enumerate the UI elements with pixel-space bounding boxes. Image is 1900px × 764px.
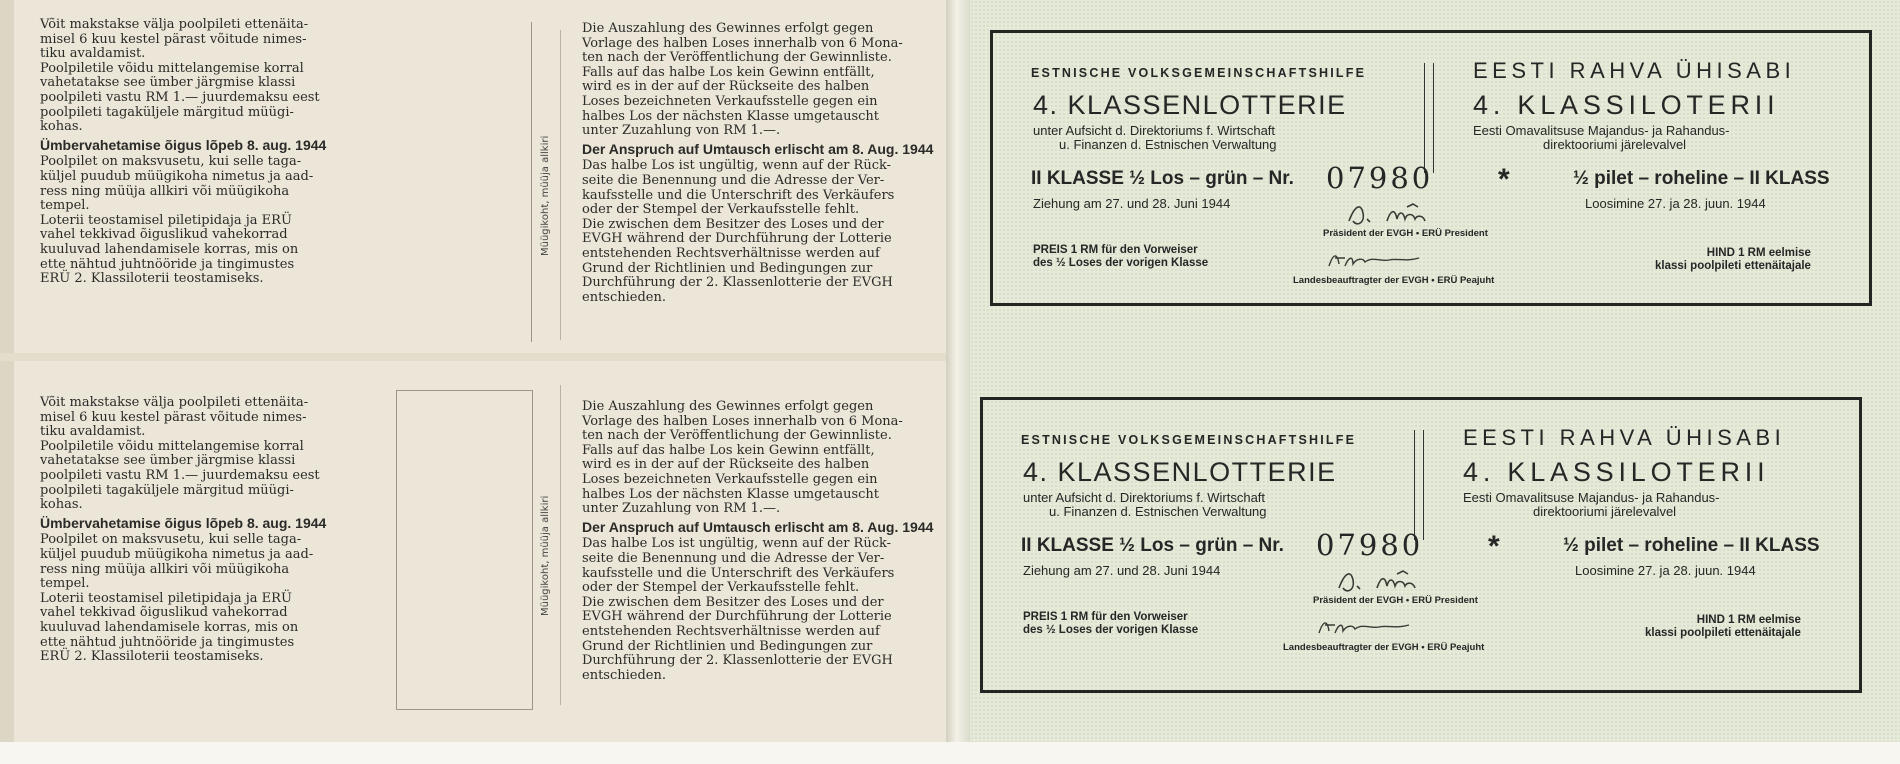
organization-german: ESTNISCHE VOLKSGEMEINSCHAFTSHILFE (1031, 66, 1367, 80)
price-line: des ½ Loses der vorigen Klasse (1033, 257, 1209, 269)
german-deadline-heading: Der Anspruch auf Umtausch erlischt am 8. Aug. 1944 (582, 140, 934, 157)
german-line: oder der Stempel der Verkaufsstelle fehlt. (582, 202, 860, 218)
estonian-line: poolpileti vastu RM 1.— juurdemaksu eest (40, 89, 320, 105)
german-line: Die zwischen dem Besitzer des Loses und der (582, 594, 884, 610)
german-line: Das halbe Los ist ungültig, wenn auf der Rück- (582, 158, 892, 174)
estonian-line: ress ning müüja allkiri või müügikoha (40, 183, 290, 199)
german-line: ten nach der Veröffentlichung der Gewinnliste. (582, 50, 892, 66)
german-line: Die zwischen dem Besitzer des Loses und der (582, 216, 884, 232)
estonian-line: Poolpiletile võidu mittelangemise korral (40, 60, 304, 76)
estonian-line: tempel. (40, 576, 90, 592)
supervision-line: unter Aufsicht d. Direktoriums f. Wirtschaft (1033, 123, 1276, 138)
german-line: wird es in der auf der Rückseite des halben (582, 457, 870, 473)
draw-date-estonian: Loosimine 27. ja 28. juun. 1944 (1575, 563, 1756, 578)
page-edge (0, 742, 1900, 764)
german-line: Falls auf das halbe Los kein Gewinn entfällt, (582, 64, 875, 80)
star-mark: * (1488, 530, 1500, 563)
estonian-line: ERÜ 2. Klassiloterii teostamiseks. (40, 649, 264, 665)
lottery-ticket (990, 30, 1872, 306)
estonian-line: kuuluvad lahendamisele korras, mis on (40, 241, 299, 257)
organization-estonian: EESTI RAHVA ÜHISABI (1473, 58, 1796, 83)
german-line: entschieden. (582, 667, 666, 683)
sales-point-label: Müügikoht, müüja allkiri (540, 495, 551, 616)
german-line: Grund der Richtlinien und Bedingungen zur (582, 638, 873, 654)
german-line: Grund der Richtlinien und Bedingungen zur (582, 260, 873, 276)
estonian-line: kohas. (40, 119, 83, 135)
german-line: Loses bezeichneten Verkaufsstelle gegen ein (582, 93, 878, 109)
ticket-number: 07980 (1326, 161, 1434, 195)
estonian-line: ress ning müüja allkiri või müügikoha (40, 561, 290, 577)
representative-signature (1313, 615, 1423, 641)
ticket-number: 07980 (1316, 528, 1424, 562)
column-divider (560, 30, 561, 340)
german-line: Die Auszahlung des Gewinnes erfolgt gegen (582, 21, 874, 36)
german-line: EVGH während der Durchführung der Lotterie (582, 609, 892, 625)
german-deadline-heading: Der Anspruch auf Umtausch erlischt am 8. Aug. 1944 (582, 518, 934, 535)
german-line: Durchführung der 2. Klassenlotterie der EVGH (582, 653, 893, 669)
lottery-ticket (980, 397, 1862, 693)
estonian-line: misel 6 kuu kestel pärast võitude nimes- (40, 409, 307, 425)
price-line: HIND 1 RM eelmise (1696, 614, 1801, 626)
representative-signature (1323, 248, 1433, 274)
perforation (0, 353, 958, 361)
price-line: HIND 1 RM eelmise (1706, 247, 1811, 259)
german-line: wird es in der auf der Rückseite des halben (582, 79, 870, 95)
estonian-terms (40, 396, 326, 665)
price-line: PREIS 1 RM für den Vorweiser (1023, 611, 1188, 623)
estonian-line: poolpileti vastu RM 1.— juurdemaksu eest (40, 467, 320, 483)
supervision-estonian (1473, 124, 1730, 152)
sales-point-signature-box[interactable] (396, 390, 533, 710)
supervision-german (1033, 124, 1277, 152)
estonian-line: misel 6 kuu kestel pärast võitude nimes- (40, 31, 307, 47)
representative-caption: Landesbeauftragter der EVGH • ERÜ Peajuht (1293, 275, 1495, 286)
german-line: entstehenden Rechtsverhältnisse werden auf (582, 245, 880, 261)
estonian-line: ette nähtud juhtnööride ja tingimustes (40, 256, 295, 272)
class-and-colour-estonian: ½ pilet – roheline – II KLASS (1573, 168, 1830, 189)
german-line: entschieden. (582, 289, 666, 305)
estonian-line: vahel tekkivad õiguslikud vahekorrad (40, 227, 288, 243)
lottery-title-german: 4. KLASSENLOTTERIE (1033, 90, 1347, 120)
estonian-line: ERÜ 2. Klassiloterii teostamiseks. (40, 271, 264, 287)
german-line: EVGH während der Durchführung der Lotterie (582, 231, 892, 247)
estonian-line: Võit makstakse välja poolpileti ettenäita- (40, 395, 309, 410)
german-line: unter Zuzahlung von RM 1.—. (582, 501, 781, 517)
lottery-title-estonian: 4. KLASSILOTERII (1473, 90, 1780, 120)
organization-estonian: EESTI RAHVA ÜHISABI (1463, 425, 1786, 450)
price-line: des ½ Loses der vorigen Klasse (1023, 624, 1199, 636)
draw-date-german: Ziehung am 27. und 28. Juni 1944 (1023, 563, 1221, 578)
lottery-title-estonian: 4. KLASSILOTERII (1463, 457, 1770, 487)
german-line: halbes Los der nächsten Klasse umgetauscht (582, 486, 879, 502)
supervision-line: direktooriumi järelevalvel (1533, 504, 1677, 519)
german-terms (582, 22, 933, 305)
class-and-colour-estonian: ½ pilet – roheline – II KLASS (1563, 535, 1820, 556)
price-line: klassi poolpileti ettenäitajale (1655, 260, 1811, 272)
estonian-line: küljel puudub müügikoha nimetus ja aad- (40, 168, 314, 184)
german-line: Durchführung der 2. Klassenlotterie der EVGH (582, 275, 893, 291)
estonian-line: ette nähtud juhtnööride ja tingimustes (40, 634, 295, 650)
sales-point-label: Müügikoht, müüja allkiri (540, 135, 551, 256)
estonian-terms (40, 18, 326, 287)
german-line: Das halbe Los ist ungültig, wenn auf der Rück- (582, 536, 892, 552)
supervision-line: u. Finanzen d. Estnischen Verwaltung (1049, 504, 1267, 519)
german-line: seite die Benennung und die Adresse der Ver- (582, 550, 885, 566)
supervision-line: Eesti Omavalitsuse Majandus- ja Rahandus- (1473, 123, 1730, 138)
supervision-line: direktooriumi järelevalvel (1543, 137, 1687, 152)
star-mark: * (1498, 163, 1510, 196)
estonian-deadline-heading: Ümbervahetamise õigus lõpeb 8. aug. 1944 (40, 136, 327, 153)
estonian-line: kohas. (40, 497, 83, 513)
price-estonian (1655, 247, 1811, 273)
organization-german: ESTNISCHE VOLKSGEMEINSCHAFTSHILFE (1021, 433, 1357, 447)
german-line: entstehenden Rechtsverhältnisse werden auf (582, 623, 880, 639)
estonian-line: poolpileti tagaküljele märgitud müügi- (40, 482, 294, 498)
estonian-line: poolpileti tagaküljele märgitud müügi- (40, 104, 294, 120)
supervision-line: u. Finanzen d. Estnischen Verwaltung (1059, 137, 1277, 152)
supervision-line: unter Aufsicht d. Direktoriums f. Wirtschaft (1023, 490, 1266, 505)
german-line: kaufsstelle und die Unterschrift des Verkäufers (582, 187, 895, 203)
president-caption: Präsident der EVGH • ERÜ President (1323, 228, 1488, 239)
booklet-fold (946, 0, 970, 764)
german-line: Falls auf das halbe Los kein Gewinn entfällt, (582, 442, 875, 458)
german-line: Vorlage des halben Loses innerhalb von 6 Mona- (582, 413, 903, 429)
estonian-line: Loterii teostamisel piletipidaja ja ERÜ (40, 590, 292, 606)
german-line: Die Auszahlung des Gewinnes erfolgt gegen (582, 399, 874, 414)
estonian-line: vahetatakse see ümber järgmise klassi (40, 453, 296, 469)
german-line: halbes Los der nächsten Klasse umgetauscht (582, 108, 879, 124)
representative-caption: Landesbeauftragter der EVGH • ERÜ Peajuht (1283, 642, 1485, 653)
price-line: klassi poolpileti ettenäitajale (1645, 627, 1801, 639)
president-caption: Präsident der EVGH • ERÜ President (1313, 595, 1478, 606)
estonian-line: Poolpilet on maksvusetu, kui selle taga- (40, 532, 302, 548)
estonian-line: kuuluvad lahendamisele korras, mis on (40, 619, 299, 635)
class-and-colour-german: II KLASSE ½ Los – grün – Nr. (1021, 535, 1284, 556)
german-line: Loses bezeichneten Verkaufsstelle gegen ein (582, 471, 878, 487)
supervision-german (1023, 491, 1267, 519)
estonian-line: tiku avaldamist. (40, 424, 146, 440)
estonian-line: tempel. (40, 198, 90, 214)
supervision-estonian (1463, 491, 1720, 519)
estonian-line: Võit makstakse välja poolpileti ettenäita- (40, 17, 309, 32)
draw-date-estonian: Loosimine 27. ja 28. juun. 1944 (1585, 196, 1766, 211)
estonian-line: vahel tekkivad õiguslikud vahekorrad (40, 605, 288, 621)
draw-date-german: Ziehung am 27. und 28. Juni 1944 (1033, 196, 1231, 211)
lottery-title-german: 4. KLASSENLOTTERIE (1023, 457, 1337, 487)
estonian-line: tiku avaldamist. (40, 46, 146, 62)
estonian-line: Poolpilet on maksvusetu, kui selle taga- (40, 154, 302, 170)
price-german (1033, 244, 1208, 270)
paper-edge (0, 0, 14, 764)
estonian-line: vahetatakse see ümber järgmise klassi (40, 75, 296, 91)
estonian-line: küljel puudub müügikoha nimetus ja aad- (40, 546, 314, 562)
price-estonian (1645, 614, 1801, 640)
language-divider (1424, 63, 1434, 173)
column-divider (560, 385, 561, 705)
estonian-deadline-heading: Ümbervahetamise õigus lõpeb 8. aug. 1944 (40, 514, 327, 531)
sales-point-signature-box[interactable] (396, 22, 532, 342)
german-line: oder der Stempel der Verkaufsstelle fehlt. (582, 580, 860, 596)
supervision-line: Eesti Omavalitsuse Majandus- ja Rahandus- (1463, 490, 1720, 505)
german-line: seite die Benennung und die Adresse der Ver- (582, 172, 885, 188)
estonian-line: Poolpiletile võidu mittelangemise korral (40, 438, 304, 454)
german-line: ten nach der Veröffentlichung der Gewinnliste. (582, 428, 892, 444)
german-terms (582, 400, 933, 683)
german-line: unter Zuzahlung von RM 1.—. (582, 123, 781, 139)
class-and-colour-german: II KLASSE ½ Los – grün – Nr. (1031, 168, 1294, 189)
german-line: kaufsstelle und die Unterschrift des Verkäufers (582, 565, 895, 581)
german-line: Vorlage des halben Loses innerhalb von 6 Mona- (582, 35, 903, 51)
price-line: PREIS 1 RM für den Vorweiser (1033, 244, 1198, 256)
estonian-line: Loterii teostamisel piletipidaja ja ERÜ (40, 212, 292, 228)
price-german (1023, 611, 1198, 637)
language-divider (1414, 430, 1424, 540)
